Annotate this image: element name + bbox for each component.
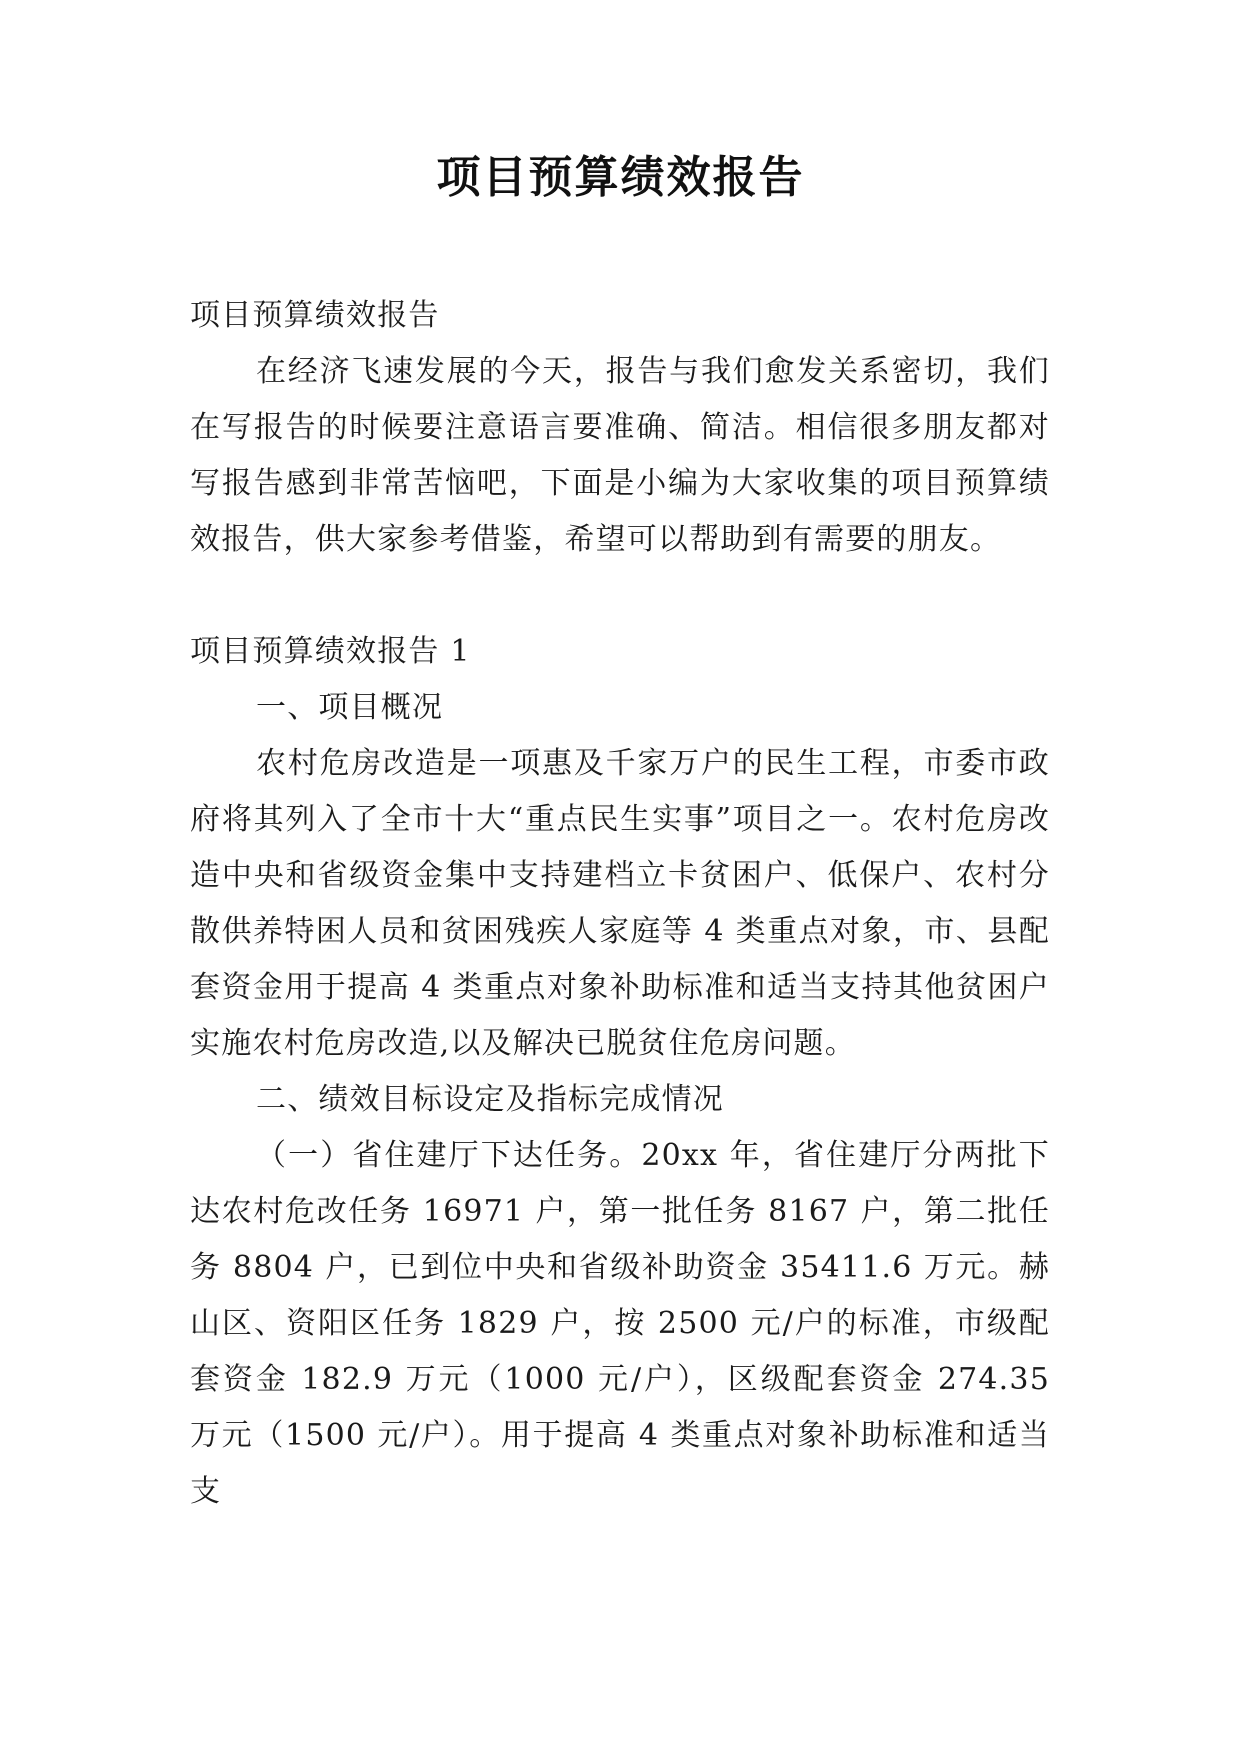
intro-paragraph: 在经济飞速发展的今天，报告与我们愈发关系密切，我们在写报告的时候要注意语言要准确、简洁。相信很多朋友都对写报告感到非常苦恼吧，下面是小编为大家收集的项目预算绩效报告，供大家参考借鉴，希望可以帮助到有需要的朋友。 [190, 354, 1050, 557]
section-heading: 项目预算绩效报告 1 [190, 634, 471, 669]
part-two-heading: 二、绩效目标设定及指标完成情况 [256, 1082, 724, 1117]
paragraph-gap [190, 568, 1050, 624]
document-title: 项目预算绩效报告 [436, 152, 805, 203]
part-two-paragraph: （一）省住建厅下达任务。20xx 年，省住建厅分两批下达农村危改任务 16971 户，第一批任务 8167 户，第二批任务 8804 户，已到位中央和省级补助资金 35411.6 万元。赫山区、资阳区任务 1829 户，按 2500 元/户的标准，市级配套资金 182.9 万元（1000 元/户），区级配套资金 274.35 万元（1500 元/户）。用于提高 4 类重点对象补助标准和适当支 [190, 1138, 1050, 1509]
part-one-heading: 一、项目概况 [256, 690, 444, 725]
part-one-paragraph: 农村危房改造是一项惠及千家万户的民生工程，市委市政府将其列入了全市十大“重点民生实事”项目之一。农村危房改造中央和省级资金集中支持建档立卡贫困户、低保户、农村分散供养特困人员和贫困残疾人家庭等 4 类重点对象，市、县配套资金用于提高 4 类重点对象补助标准和适当支持其他贫困户实施农村危房改造,以及解决已脱贫住危房问题。 [190, 746, 1050, 1061]
document-body [190, 288, 1050, 1520]
document-subtitle: 项目预算绩效报告 [190, 298, 440, 333]
